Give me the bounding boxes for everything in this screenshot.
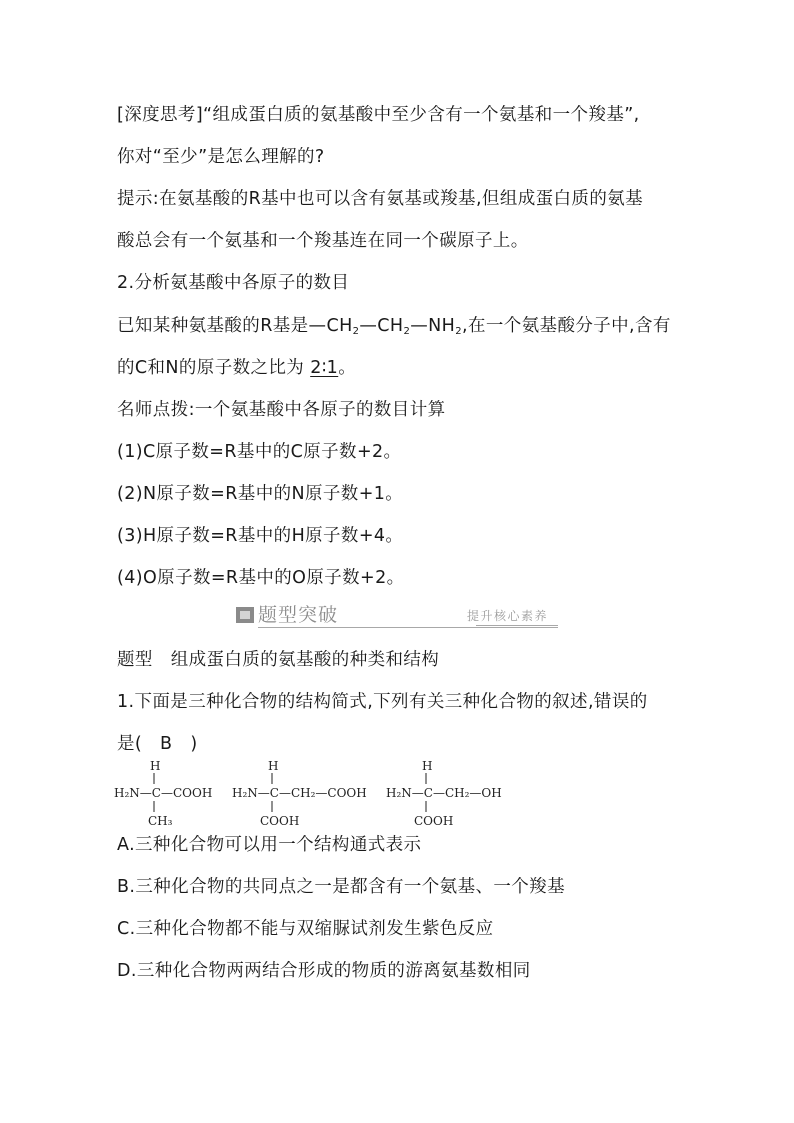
question-type-banner [236, 603, 558, 629]
deep-thinking-line-1: [深度思考]“组成蛋白质的氨基酸中至少含有一个氨基和一个羧基”, [117, 105, 640, 125]
structure-3-top-h: H [422, 759, 433, 773]
banner-title: 题型突破 [258, 604, 339, 626]
section-2-heading: 2.分析氨基酸中各原子的数目 [117, 273, 350, 293]
banner-subtitle: 提升核心素养 [466, 609, 548, 623]
structure-1-top-h: H [150, 759, 161, 773]
rule-nitrogen: (2)N原子数=R基中的N原子数+1。 [117, 484, 404, 504]
deep-thinking-line-2: 你对“至少”是怎么理解的? [117, 147, 325, 167]
structure-1-bottom-group: CH₃ [148, 814, 173, 828]
structure-2-top-h: H [268, 759, 279, 773]
structural-formulas-svg [110, 758, 530, 830]
structure-2-bottom-group: COOH [260, 814, 300, 828]
rule-oxygen: (4)O原子数=R基中的O原子数+2。 [117, 568, 405, 588]
teacher-tip-title: 名师点拨:一个氨基酸中各原子的数目计算 [117, 400, 446, 420]
structure-3-bottom-group: COOH [414, 814, 454, 828]
fill-in-answer: 2∶1 [310, 358, 339, 378]
structure-2-chain: H₂N—C—CH₂—COOH [232, 786, 367, 800]
rule-hydrogen: (3)H原子数=R基中的H原子数+4。 [117, 526, 404, 546]
option-d: D.三种化合物两两结合形成的物质的游离氨基数相同 [117, 961, 531, 981]
question-1-stem-line-1: 1.下面是三种化合物的结构简式,下列有关三种化合物的叙述,错误的 [117, 692, 648, 712]
structural-formulas [110, 758, 530, 830]
structure-3-chain: H₂N—C—CH₂—OH [386, 786, 502, 800]
question-type-heading: 题型 组成蛋白质的氨基酸的种类和结构 [117, 650, 440, 670]
option-c: C.三种化合物都不能与双缩脲试剂发生紫色反应 [117, 919, 494, 939]
banner-square-icon [236, 607, 254, 623]
banner-rule-accent [476, 625, 558, 626]
option-a: A.三种化合物可以用一个结构通式表示 [117, 835, 422, 855]
hint-line-1: 提示:在氨基酸的R基中也可以含有氨基或羧基,但组成蛋白质的氨基 [117, 189, 644, 209]
option-b: B.三种化合物的共同点之一是都含有一个氨基、一个羧基 [117, 877, 565, 897]
structure-1-chain: H₂N—C—COOH [114, 786, 213, 800]
section-2-question-line-1: 已知某种氨基酸的R基是$—CH_2—CH_2—NH_2$,在一个氨基酸分子中,含有 [117, 316, 671, 337]
section-2-question-line-2: 的C和N的原子数之比为 2∶1。 [117, 358, 357, 378]
hint-line-2: 酸总会有一个氨基和一个羧基连在同一个碳原子上。 [117, 231, 529, 251]
rule-carbon: (1)C原子数=R基中的C原子数+2。 [117, 442, 402, 462]
question-1-stem-line-2: 是( B ) [117, 734, 198, 754]
banner-rule [258, 627, 558, 628]
